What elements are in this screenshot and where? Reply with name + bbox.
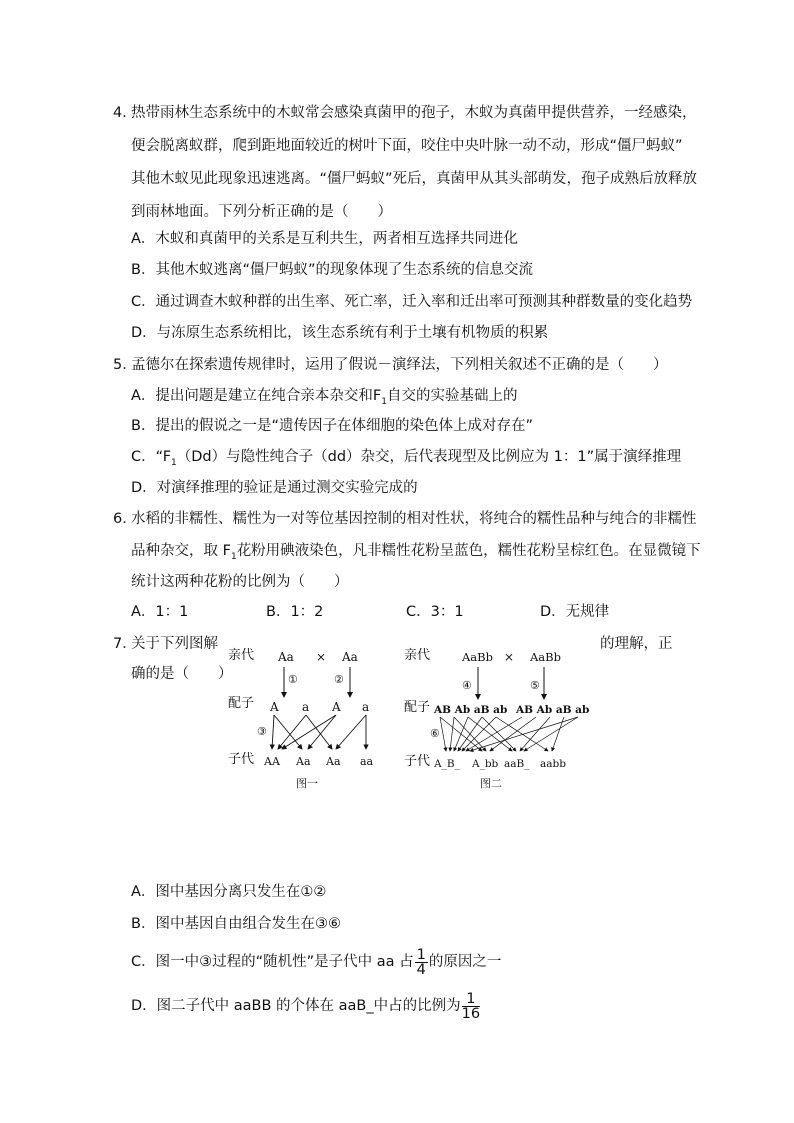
q4-option-b: B．其他木蚁逃离“僵尸蚂蚁”的现象体现了生态系统的信息交流: [131, 262, 533, 278]
fig1-parent-1: Aa: [278, 650, 294, 664]
fig2-offspring-4: aabb: [540, 758, 566, 770]
fig2-step-4: ④: [462, 679, 472, 692]
q7-option-b: B．图中基因自由组合发生在③⑥: [131, 916, 341, 932]
q7-option-d-fraction: $\frac{1}{16}$: [461, 990, 481, 1022]
fig2-parent-2: AaBb: [530, 650, 561, 664]
q6-option-b: B．1：2: [266, 604, 324, 620]
fig2-parent-1: AaBb: [462, 650, 493, 664]
q5-option-d: D．对演绎推理的验证是通过测交实验完成的: [131, 480, 418, 496]
fig1-offspring-3: Aa: [326, 755, 341, 768]
q5-stem: 孟德尔在探索遗传规律时，运用了假说－演绎法，下列相关叙述不正确的是（ ）: [131, 357, 668, 373]
fig2-gametes-left: AB Ab aB ab: [434, 704, 508, 716]
fig1-gamete-3: A: [332, 700, 341, 714]
q6-option-d: D．无规律: [540, 604, 610, 620]
fig1-parent-2: Aa: [342, 650, 358, 664]
q4-stem-line-1: 热带雨林生态系统中的木蚁常会感染真菌甲的孢子，木蚁为真菌甲提供营养，一经感染，: [131, 105, 697, 121]
fig1-caption: 图一: [296, 777, 318, 790]
fig1-step-1: ①: [288, 673, 298, 686]
q4-stem-line-3: 其他木蚁见此现象迅速逃离。“僵尸蚂蚁”死后，真菌甲从其头部萌发，孢子成熟后放释放: [131, 171, 698, 187]
q6-option-a: A．1：1: [131, 604, 189, 620]
fig2-step-6: ⑥: [430, 727, 440, 740]
fig1-step-3: ③: [257, 725, 267, 738]
fig2-step-5: ⑤: [530, 679, 540, 692]
q4-stem-line-2: 便会脱离蚁群，爬到距地面较近的树叶下面，咬住中央叶脉一动不动，形成“僵尸蚂蚁”: [131, 138, 683, 154]
fig1-offspring-1: AA: [264, 755, 280, 768]
q7-stem-left: 关于下列图解: [131, 636, 218, 652]
fig2-offspring-3: aaB_: [504, 758, 530, 770]
fig1-gamete-1: A: [270, 700, 279, 714]
q5-number: 5．: [113, 357, 137, 373]
fig2-gametes-right: AB Ab aB ab: [516, 704, 590, 716]
q7-stem-right: 的理解，正: [600, 636, 673, 652]
figure-1-diagram: [222, 645, 392, 795]
fig2-offspring-1: A_B_: [434, 758, 460, 770]
q4-option-d: D．与冻原生态系统相比，该生态系统有利于土壤有机物质的积累: [131, 325, 549, 341]
q7-stem-line-2: 确的是（ ）: [131, 666, 233, 682]
fig2-offspring-2: A_bb: [472, 758, 499, 770]
fig1-row-gamete: 配子: [228, 696, 255, 711]
fig1-offspring-4: aa: [360, 755, 374, 768]
fig2-row-parent: 亲代: [404, 648, 431, 663]
q4-number: 4．: [113, 105, 137, 121]
q7-option-c-fraction: $\frac{1}{4}$: [416, 946, 426, 978]
q4-option-a: A．木蚁和真菌甲的关系是互利共生，两者相互选择共同进化: [131, 231, 518, 247]
q5-option-c: C．“$F_1(Dd)$与隐性纯合子（dd）杂交，后代表现型及比例应为 1：1”属于演绎推理: [131, 449, 682, 468]
q6-option-c: C．3：1: [406, 604, 464, 620]
fig2-row-offspring: 子代: [404, 754, 431, 769]
q7-option-c: C．图一中③过程的“随机性”是子代中 aa 占 $\frac{1}{4}$ 的原因之一: [131, 946, 502, 978]
fig1-gamete-4: a: [362, 700, 370, 714]
fig2-row-gamete: 配子: [404, 700, 431, 715]
q6-stem-line-2: 品种杂交，取 $F_1$花粉用碘液染色，凡非糯性花粉呈蓝色，糯性花粉呈棕红色。在显微镜下: [131, 543, 701, 562]
fig1-cross: ×: [316, 650, 327, 664]
q6-number: 6．: [113, 511, 137, 527]
fig1-row-parent: 亲代: [228, 648, 255, 663]
q7-option-a: A．图中基因分离只发生在①②: [131, 884, 327, 900]
q5-option-b: B．提出的假说之一是“遗传因子在体细胞的染色体上成对存在”: [131, 418, 533, 434]
q6-stem-line-3: 统计这两种花粉的比例为（ ）: [131, 574, 349, 590]
q4-stem-line-4: 到雨林地面。下列分析正确的是（ ）: [131, 204, 392, 220]
q4-option-c: C．通过调查木蚁种群的出生率、死亡率，迁入率和迁出率可预测其种群数量的变化趋势: [131, 294, 693, 310]
q7-option-d: D．图二子代中 aaBB 的个体在 aaB_中占的比例为 $\frac{1}{16}$: [131, 990, 481, 1022]
q5-option-a: A．提出问题是建立在纯合亲本杂交和$F_1$自交的实验基础上的: [131, 388, 518, 407]
fig2-caption: 图二: [480, 777, 502, 790]
fig1-row-offspring: 子代: [228, 752, 255, 767]
fig1-gamete-2: a: [302, 700, 310, 714]
fig1-offspring-2: Aa: [296, 755, 311, 768]
figure-2-diagram: [398, 645, 598, 795]
q7-number: 7．: [113, 636, 137, 652]
fig2-cross: ×: [504, 650, 515, 664]
fig1-step-2: ②: [334, 673, 344, 686]
q6-stem-line-1: 水稻的非糯性、糯性为一对等位基因控制的相对性状，将纯合的糯性品种与纯合的非糯性: [131, 511, 697, 527]
